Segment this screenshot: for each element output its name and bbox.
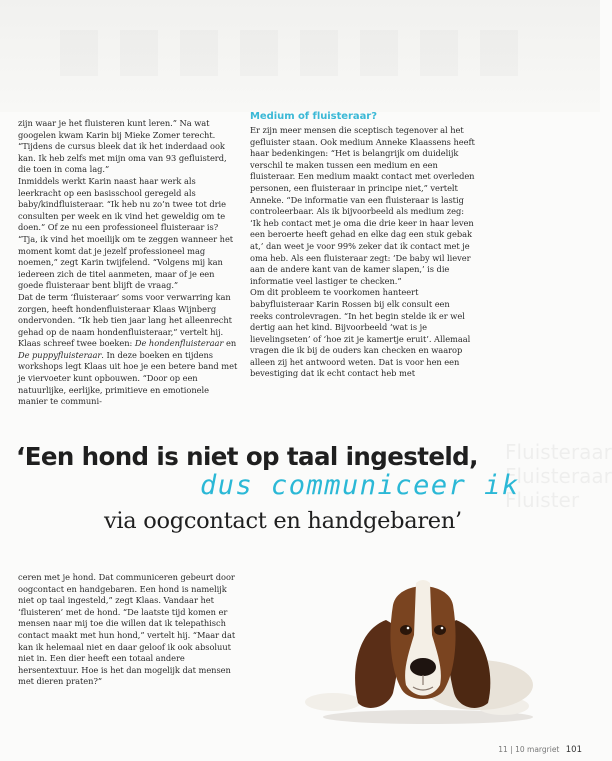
article-column-left xyxy=(18,118,238,408)
pull-quote xyxy=(0,438,612,548)
faded-previous-page-bleed xyxy=(60,30,540,76)
paragraph: Er zijn meer mensen die sceptisch tegenover al het gefluister staan. Ook medium Anneke Klaassens heeft haar bedenkingen: “Het is belangrijk om duidelijk verschil te maken tussen een medium en een fluisteraar. Een medium maakt contact met overleden personen, een fluisteraar in principe niet,” vertelt Anneke. “De informatie van een fluisteraar is lastig controleerbaar. Als ik bijvoorbeeld als medium zeg: ‘Ik heb contact met je oma die drie keer in haar leven een beroerte heeft gehad en elke dag een stuk gebak at,’ dan weet je voor 99% zeker dat ik contact met je oma heb. Als een fluisteraar zegt: ‘De baby wil liever aan de andere kant van de kamer slapen,’ is die informatie veel lastiger te checken.” xyxy=(250,125,475,286)
paw-left xyxy=(305,693,361,711)
book-title: De hondenfluisteraar xyxy=(134,338,224,349)
eye-highlight xyxy=(441,627,444,630)
section-subheading: Medium of fluisteraar? xyxy=(250,111,377,122)
page-number: 101 xyxy=(565,745,582,755)
eye-right xyxy=(434,625,446,635)
pull-quote-line-2: dus communiceer ik xyxy=(200,470,520,501)
article-column-right xyxy=(250,110,475,380)
issue-number: 11 | 10 xyxy=(498,745,525,754)
faded-background-text: Fluisteraar Fluisteraar Fluister xyxy=(505,440,612,512)
paragraph-text: . In deze boeken en tijdens workshops legt Klaas uit hoe je een betere band met je viervoeter kunt opbouwen. “Door op een natuurlijke, eerlijke, primitieve en emotionele manier te communi- xyxy=(18,349,238,407)
eye-left xyxy=(400,625,412,635)
paragraph: ceren met je hond. Dat communiceren gebeurt door oogcontact en handgebaren. Een hond is namelijk niet op taal ingesteld,” zegt Klaas. Vandaar het ‘fluisteren’ met de hond. “De laatste tijd komen er mensen naar mij toe die willen dat ik telepathisch contact maakt met hun hond,” vertelt hij. “Maar dat kan ik helemaal niet en daar geloof ik ook absoluut niet in. Een dier heeft een totaal andere hersentextuur. Hoe is het dan mogelijk dat mensen met dieren praten?” xyxy=(18,572,236,687)
article-column-bottom xyxy=(18,572,236,688)
paragraph: zijn waar je het fluisteren kunt leren.” Na wat googelen kwam Karin bij Mieke Zomer terecht. “Tijdens de cursus bleek dat ik het inderdaad ook kan. Ik heb zelfs met mijn oma van 93 gefluisterd, die toen in coma lag.” xyxy=(18,118,227,175)
paragraph-text: Dat de term ‘fluisteraar’ soms voor verwarring kan zorgen, heeft hondenfluisteraar Klaas Wijnberg ondervonden. “Ik heb tien jaar lang het alleenrecht gehad op de naam hondenfluisteraar,” vertelt hij. Klaas schreef twee boeken: xyxy=(18,291,232,349)
book-title: De puppyfluisteraar xyxy=(18,349,102,360)
pull-quote-line-1: ‘Een hond is niet op taal ingesteld, xyxy=(16,442,478,471)
conjunction: en xyxy=(223,338,237,349)
header-background xyxy=(0,0,600,112)
paragraph: Inmiddels werkt Karin naast haar werk als leerkracht op een basisschool geregeld als baby/kindfluisteraar. “Ik heb nu zo’n twee tot drie consulten per week en ik vind het geweldig om te doen.” Of ze nu een professioneel fluisteraar is? “Tja, ik vind het moeilijk om te zeggen wanneer het moment komt dat je jezelf professioneel mag noemen,” zegt Karin twijfelend. “Volgens mij kan iedereen zich de titel aanmeten, maar of je een goede fluisteraar bent blijft de vraag.” xyxy=(18,175,234,291)
basset-puppy-photo xyxy=(298,575,538,725)
pull-quote-line-3: via oogcontact en handgebaren’ xyxy=(104,508,462,534)
paragraph: Om dit probleem te voorkomen hanteert babyfluisteraar Karin Rossen bij elk consult een reeks controlevragen. “In het begin stelde ik er wel dertig aan het kind. Bijvoorbeeld ‘wat is je lievelingseten’ of ‘hoe zit je kamertje eruit’. Allemaal vragen die ik bij de ouders kan checken en waarop alleen zij het antwoord weten. Dat is voor hen een bevestiging dat ik echt contact heb met xyxy=(250,287,471,379)
eye-highlight xyxy=(407,627,410,630)
nose xyxy=(410,658,436,676)
paragraph xyxy=(18,292,238,408)
page-footer xyxy=(498,745,582,755)
magazine-name: margriet xyxy=(527,745,560,754)
